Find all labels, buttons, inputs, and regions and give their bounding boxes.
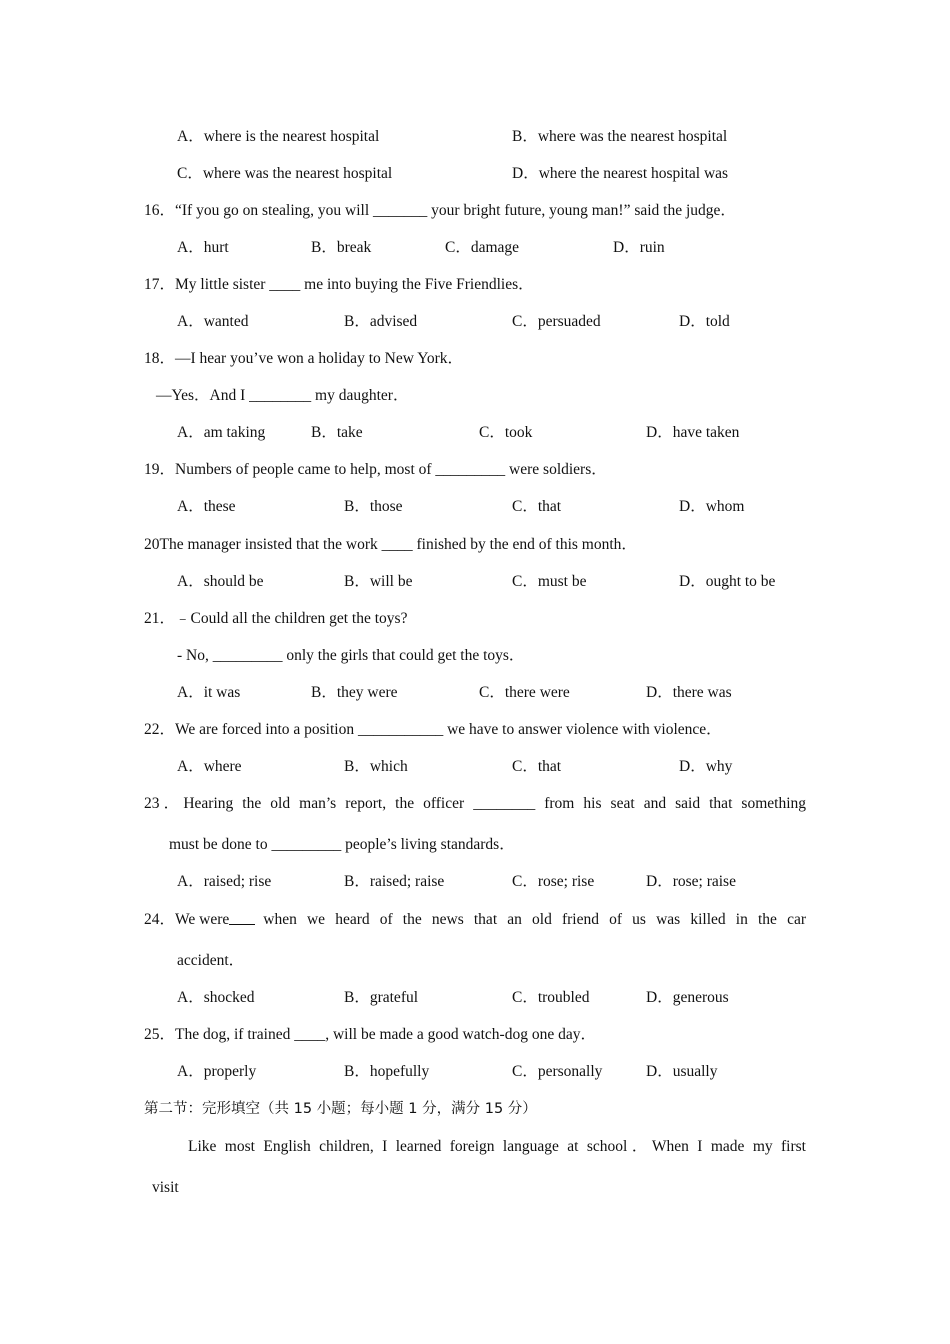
q21-stem: 21．﹣Could all the children get the toys? xyxy=(144,610,408,627)
q24-blank xyxy=(229,910,255,925)
q18-option-c: C．took xyxy=(479,424,533,441)
q24-stem-cont: accident． xyxy=(177,952,245,969)
q24-option-a: A．shocked xyxy=(177,989,255,1006)
q24-stem xyxy=(144,910,806,930)
q15-option-a: A．where is the nearest hospital xyxy=(177,128,380,145)
q20-stem: 20The manager insisted that the work ____ finished by the end of this month． xyxy=(144,536,637,553)
q25-option-b: B．hopefully xyxy=(344,1063,430,1080)
q16-option-b: B．break xyxy=(311,239,372,256)
q23-stem-cont: must be done to _________ people’s living standards． xyxy=(169,836,515,853)
q17-option-a: A．wanted xyxy=(177,313,249,330)
q15-option-b: B．where was the nearest hospital xyxy=(512,128,728,145)
cloze-paragraph-line2: visit xyxy=(152,1179,179,1196)
section-heading: 第二节：完形填空（共 15 小题；每小题 1 分，满分 15 分） xyxy=(144,1101,537,1117)
q24-option-b: B．grateful xyxy=(344,989,419,1006)
q20-option-b: B．will be xyxy=(344,573,413,590)
q15-option-d: D．where the nearest hospital was xyxy=(512,165,729,182)
q19-option-d: D．whom xyxy=(679,498,745,515)
q25-stem: 25．The dog, if trained ____, will be made a good watch-dog one day． xyxy=(144,1026,596,1043)
q19-stem: 19．Numbers of people came to help, most of _________ were soldiers． xyxy=(144,461,607,478)
q21-option-b: B．they were xyxy=(311,684,398,701)
q23-option-c: C．rose; rise xyxy=(512,873,595,890)
q23-option-d: D．rose; raise xyxy=(646,873,736,890)
q21-stem-reply: - No, _________ only the girls that could get the toys． xyxy=(177,647,525,664)
q19-option-c: C．that xyxy=(512,498,562,515)
q22-stem: 22．We are forced into a position ___________ we have to answer violence with violence． xyxy=(144,721,722,738)
q19-option-b: B．those xyxy=(344,498,403,515)
q22-option-a: A．where xyxy=(177,758,242,775)
q24-stem-start: 24．We were xyxy=(144,911,230,928)
q24-stem-end: when we heard of the news that an old friend of us was killed in the car xyxy=(263,911,806,928)
q20-option-a: A．should be xyxy=(177,573,264,590)
q20-option-d: D．ought to be xyxy=(679,573,776,590)
q22-option-d: D．why xyxy=(679,758,733,775)
q16-stem: 16．“If you go on stealing, you will _______ your bright future, young man!” said the judge． xyxy=(144,202,736,219)
q22-option-c: C．that xyxy=(512,758,562,775)
q20-option-c: C．must be xyxy=(512,573,587,590)
q16-option-a: A．hurt xyxy=(177,239,229,256)
q17-stem: 17．My little sister ____ me into buying the Five Friendlies． xyxy=(144,276,534,293)
q18-stem-reply: —Yes．And I ________ my daughter． xyxy=(156,387,409,404)
q23-option-b: B．raised; raise xyxy=(344,873,445,890)
q18-option-a: A．am taking xyxy=(177,424,266,441)
q18-option-b: B．take xyxy=(311,424,363,441)
q16-option-c: C．damage xyxy=(445,239,520,256)
q25-option-a: A．properly xyxy=(177,1063,257,1080)
q21-option-a: A．it was xyxy=(177,684,241,701)
q18-stem: 18．—I hear you’ve won a holiday to New York． xyxy=(144,350,463,367)
q15-option-c: C．where was the nearest hospital xyxy=(177,165,393,182)
q23-stem: 23．Hearing the old man’s report, the officer ________ from his seat and said that something xyxy=(144,795,806,812)
q21-option-d: D．there was xyxy=(646,684,732,701)
q16-option-d: D．ruin xyxy=(613,239,665,256)
q19-option-a: A．these xyxy=(177,498,236,515)
q17-option-d: D．told xyxy=(679,313,730,330)
q23-option-a: A．raised; rise xyxy=(177,873,272,890)
cloze-paragraph-line1: Like most English children, I learned foreign language at school．When I made my first xyxy=(188,1138,806,1155)
q25-option-d: D．usually xyxy=(646,1063,718,1080)
q24-option-c: C．troubled xyxy=(512,989,590,1006)
q17-option-c: C．persuaded xyxy=(512,313,601,330)
q24-option-d: D．generous xyxy=(646,989,729,1006)
q18-option-d: D．have taken xyxy=(646,424,740,441)
q17-option-b: B．advised xyxy=(344,313,418,330)
q25-option-c: C．personally xyxy=(512,1063,603,1080)
q22-option-b: B．which xyxy=(344,758,408,775)
q21-option-c: C．there were xyxy=(479,684,570,701)
